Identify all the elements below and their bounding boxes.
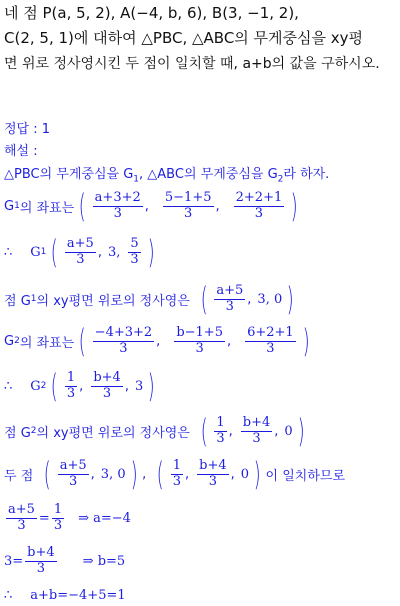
numerator: 1 [66, 369, 76, 385]
fraction [214, 416, 226, 447]
fraction [58, 459, 89, 490]
define-text-1: △PBC의 무게중심을 G [4, 167, 134, 182]
middle-value: 3, [107, 244, 121, 260]
open-paren: ( [157, 455, 164, 493]
numerator: 1 [172, 457, 181, 473]
define-sub-1: 1 [133, 174, 140, 185]
problem-line-3: 면 위로 정사영시킨 두 점이 일치할 때, a+b의 값을 구하시오. [4, 56, 380, 72]
open-paren: ( [51, 233, 59, 271]
g1-sub: 1 [14, 201, 20, 211]
proj-text-1: 점 G [4, 293, 31, 309]
g2-letter: G [4, 333, 15, 349]
fraction [93, 326, 155, 357]
denominator: 3 [130, 251, 139, 267]
equation-2 [4, 546, 125, 577]
numerator: b+4 [199, 457, 227, 473]
denominator: 3 [172, 473, 181, 489]
final-answer [4, 588, 126, 603]
fraction [245, 326, 296, 357]
denominator: 3 [225, 298, 234, 314]
open-paren: ( [78, 322, 86, 360]
fraction [174, 326, 225, 357]
proj-text-1: 점 G [4, 425, 31, 441]
g1-coordinates: G 1 의 좌표는 ( $\frac{a+3+2}{3}$ , $\frac{5-1+5}{3}$ , $\frac{2+2+1}{3}$ ) [4, 187, 298, 225]
denominator: 3 [184, 205, 193, 221]
define-text-2: , △ABC의 무게중심을 G [139, 167, 278, 182]
close-paren: ) [291, 187, 298, 225]
denominator: 3 [69, 473, 78, 489]
denominator: 3 [254, 205, 264, 221]
numerator: a+3+2 [94, 189, 141, 205]
denominator: 3 [66, 385, 76, 401]
tail-values: 3, 0 [257, 291, 283, 307]
tail-value: 0 [284, 423, 293, 439]
numerator: a+5 [66, 235, 94, 251]
numerator: 1 [216, 414, 225, 430]
numerator: 5−1+5 [164, 189, 212, 205]
denominator: 3 [36, 560, 46, 576]
denominator: 3 [119, 340, 128, 356]
open-paren: ( [51, 367, 59, 405]
denominator: 3 [216, 430, 225, 446]
fraction [65, 237, 96, 268]
answer-line: 정답 : 1 [4, 122, 51, 137]
close-paren: ) [287, 280, 294, 318]
therefore-symbol: ∴ [4, 378, 13, 394]
fraction [171, 459, 183, 490]
equals-sign: = [38, 510, 50, 526]
solution-label: 해설 : [4, 144, 38, 159]
denominator: 3 [195, 340, 204, 356]
therefore-symbol: ∴ [4, 588, 13, 603]
fraction [241, 416, 273, 447]
define-sub-2: 2 [277, 174, 284, 185]
fraction [91, 371, 123, 402]
g2-coordinates: G 2 의 좌표는 ( $\frac{-4+3+2}{3}$ , $\frac{b-1+5}{3}$ , $\frac{6+2+1}{3}$ ) [4, 322, 310, 360]
tail-value: 0 [240, 466, 250, 482]
problem-line-2: C(2, 5, 1)에 대하여 △PBC, △ABC의 무게중심을 xy평 [4, 29, 364, 47]
g1-letter: G [4, 198, 15, 214]
numerator: 1 [53, 502, 63, 517]
tail-value: 3 [134, 378, 144, 394]
coincide-text-2: 이 일치하므로 [265, 468, 346, 484]
numerator: 6+2+1 [247, 324, 294, 340]
fraction [128, 237, 140, 268]
define-text-3: 라 하자. [283, 167, 330, 182]
numerator: b−1+5 [176, 324, 223, 340]
denominator: 3 [252, 430, 261, 446]
proj-sub: 2 [30, 426, 37, 436]
final-expression: a+b=−4+5=1 [30, 588, 126, 603]
fraction [234, 191, 285, 222]
denominator: 3 [102, 385, 112, 401]
numerator: a+5 [59, 457, 87, 473]
g1-label: 의 좌표는 [19, 200, 75, 216]
g2-label: 의 좌표는 [19, 335, 75, 351]
g2-letter: G [30, 378, 41, 394]
denominator: 3 [17, 517, 26, 533]
result-a: ⇒ a=−4 [78, 510, 131, 526]
fraction [25, 546, 57, 577]
open-paren: ( [78, 187, 86, 225]
fraction [6, 503, 37, 534]
fraction [52, 503, 64, 534]
fraction [65, 371, 77, 402]
denominator: 3 [208, 473, 218, 489]
g2-sub: 2 [40, 381, 47, 391]
fraction [93, 191, 143, 222]
numerator: b+4 [242, 414, 271, 430]
g1-projection: 점 G 1 의 xy평면 위로의 정사영은 ( $\frac{a+5}{3}$ , 3, 0 ) [4, 280, 294, 318]
proj-text-2: 의 xy평면 위로의 정사영은 [36, 293, 190, 309]
fraction [214, 284, 245, 315]
close-paren: ) [147, 233, 155, 271]
close-paren: ) [297, 412, 305, 450]
open-paren: ( [44, 455, 51, 493]
therefore-symbol: ∴ [4, 244, 13, 260]
denominator: 3 [113, 205, 122, 221]
proj-text-2: 의 xy평면 위로의 정사영은 [36, 425, 190, 441]
denominator: 3 [266, 340, 275, 356]
define-centroids [4, 163, 329, 185]
problem-line-1: 네 점 P(a, 5, 2), A(−4, b, 6), B(3, −1, 2), [4, 4, 299, 22]
denominator: 3 [53, 517, 63, 533]
numerator: a+5 [8, 502, 35, 517]
numerator: −4+3+2 [94, 324, 153, 340]
equation-1 [4, 503, 131, 534]
result-b: ⇒ b=5 [82, 553, 126, 569]
numerator: 2+2+1 [235, 189, 283, 205]
close-paren: ) [302, 322, 310, 360]
proj-sub: 1 [30, 294, 37, 304]
numerator: a+5 [216, 282, 244, 298]
lhs: 3= [4, 553, 24, 569]
coincide-line: 두 점 ( $\frac{a+5}{3}$ , 3, 0 ) , ( $\frac{1}{3}$ , $\frac{b+4}{3}$ , 0 ) 이 일치하므로 [4, 455, 346, 493]
g1-sub: 1 [40, 247, 47, 257]
numerator: 5 [130, 235, 139, 251]
g2-sub: 2 [14, 336, 20, 346]
open-paren: ( [200, 280, 208, 318]
close-paren: ) [148, 367, 155, 405]
coincide-text-1: 두 점 [4, 468, 34, 484]
g1-result: ∴ G 1 ( $\frac{a+5}{3}$ , 3, $\frac{5}{3}$ ) [4, 233, 155, 271]
close-paren: ) [253, 455, 261, 493]
fraction [197, 459, 229, 490]
close-paren: ) [130, 455, 138, 493]
middle-values: 3, 0 [100, 466, 126, 482]
fraction [163, 191, 214, 222]
open-paren: ( [200, 412, 208, 450]
numerator: b+4 [93, 369, 121, 385]
g2-result: ∴ G 2 ( $\frac{1}{3}$ , $\frac{b+4}{3}$ , 3 ) [4, 367, 155, 405]
g2-projection: 점 G 2 의 xy평면 위로의 정사영은 ( $\frac{1}{3}$ , $\frac{b+4}{3}$ , 0 ) [4, 412, 305, 450]
g1-letter: G [30, 244, 41, 260]
numerator: b+4 [27, 545, 55, 560]
denominator: 3 [76, 251, 85, 267]
